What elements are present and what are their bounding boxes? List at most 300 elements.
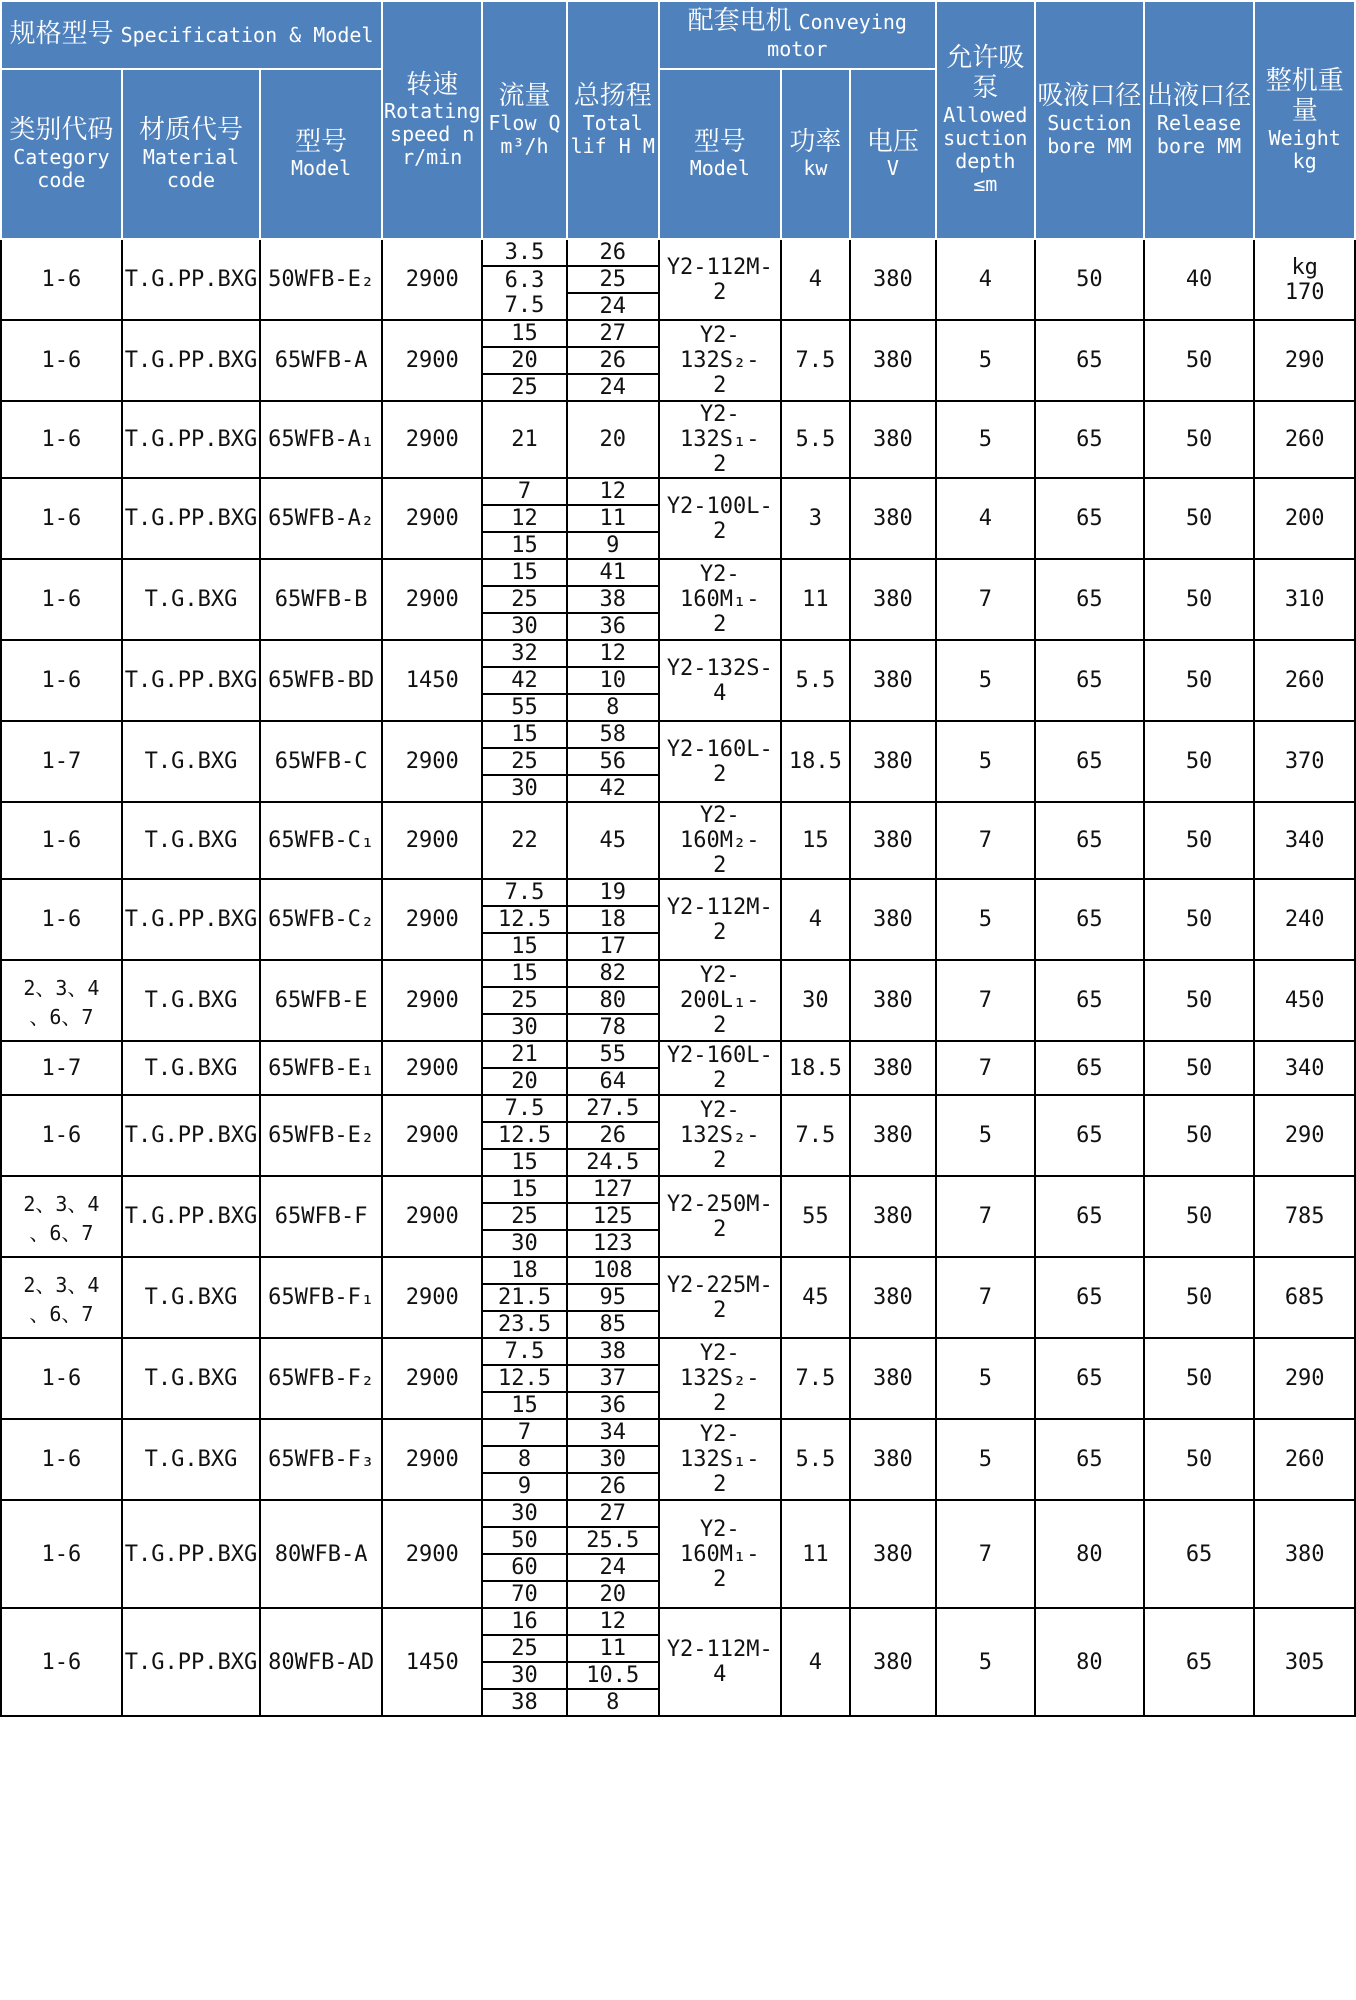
header-motor-model-en: Model (689, 156, 750, 181)
release-bore-cell: 50 (1144, 401, 1255, 478)
speed-cell: 2900 (382, 1041, 482, 1095)
category-cell: 1-6 (1, 640, 122, 721)
flow-cell: 38 (482, 1689, 566, 1716)
flow-cell: 25 (482, 1203, 566, 1230)
header-suction-depth-cn: 允许吸泵 (946, 43, 1025, 103)
power-cell: 4 (781, 879, 850, 960)
voltage-cell: 380 (850, 960, 936, 1041)
speed-cell: 2900 (382, 721, 482, 802)
speed-cell: 2900 (382, 401, 482, 478)
flow-cell: 25 (482, 1635, 566, 1662)
suction-depth-cell: 5 (936, 1419, 1035, 1500)
flow-cell: 42 (482, 667, 566, 694)
header-material-en: Material code (142, 144, 240, 192)
weight-cell: 370 (1254, 721, 1355, 802)
suction-bore-cell: 65 (1035, 1419, 1144, 1500)
release-bore-cell: 50 (1144, 320, 1255, 401)
header-material (122, 69, 260, 239)
header-suction-depth-en: Allowed suction depth ≤m (943, 102, 1028, 196)
release-bore-cell: 65 (1144, 1608, 1255, 1716)
flow-cell: 32 (482, 640, 566, 667)
header-weight-en: Weight kg (1268, 125, 1341, 173)
suction-depth-cell: 5 (936, 1338, 1035, 1419)
voltage-cell: 380 (850, 239, 936, 320)
lift-cell: 20 (567, 1581, 659, 1608)
flow-cell: 15 (482, 933, 566, 960)
header-category-cn: 类别代码 (9, 115, 114, 146)
table-row (1, 802, 1355, 879)
model-cell: 80WFB-A (260, 1500, 382, 1608)
lift-cell: 26 (567, 1122, 659, 1149)
material-cell: T.G.PP.BXG (122, 1608, 260, 1716)
weight-cell: 340 (1254, 1041, 1355, 1095)
flow-cell: 7 (482, 478, 566, 505)
category-cell: 1-6 (1, 478, 122, 559)
header-spec-en: Specification & Model (120, 23, 374, 48)
category-cell: 1-6 (1, 1338, 122, 1419)
lift-cell: 108 (567, 1257, 659, 1284)
lift-cell: 45 (567, 802, 659, 879)
flow-cell: 60 (482, 1554, 566, 1581)
power-cell: 7.5 (781, 320, 850, 401)
header-motor (659, 1, 936, 69)
flow-cell: 15 (482, 1176, 566, 1203)
power-cell: 3 (781, 478, 850, 559)
release-bore-cell: 65 (1144, 1500, 1255, 1608)
header-material-cn: 材质代号 (138, 115, 243, 146)
model-cell: 65WFB-B (260, 559, 382, 640)
lift-cell: 8 (567, 694, 659, 721)
lift-cell: 18 (567, 906, 659, 933)
header-voltage-cn: 电压 (866, 126, 919, 157)
lift-cell: 26 (567, 347, 659, 374)
speed-cell: 2900 (382, 1176, 482, 1257)
motor-model-cell: Y2-100L-2 (659, 478, 781, 559)
model-cell: 65WFB-F₂ (260, 1338, 382, 1419)
lift-cell: 55 (567, 1041, 659, 1068)
header-flow-en: Flow Q m³/h (488, 110, 561, 158)
weight-cell: 260 (1254, 640, 1355, 721)
suction-depth-cell: 7 (936, 802, 1035, 879)
header-power-cn: 功率 (789, 126, 842, 157)
weight-cell: 685 (1254, 1257, 1355, 1338)
flow-cell: 21.5 (482, 1284, 566, 1311)
lift-cell: 11 (567, 1635, 659, 1662)
lift-cell: 95 (567, 1284, 659, 1311)
table-row (1, 320, 1355, 347)
lift-cell: 56 (567, 748, 659, 775)
lift-cell: 25 (567, 266, 659, 293)
table-row (1, 1338, 1355, 1365)
table-row (1, 1041, 1355, 1068)
suction-depth-cell: 5 (936, 721, 1035, 802)
release-bore-cell: 50 (1144, 559, 1255, 640)
model-cell: 65WFB-F₁ (260, 1257, 382, 1338)
lift-cell: 27 (567, 320, 659, 347)
suction-depth-cell: 7 (936, 1500, 1035, 1608)
flow-cell: 8 (482, 1446, 566, 1473)
power-cell: 11 (781, 1500, 850, 1608)
category-cell: 1-6 (1, 1095, 122, 1176)
category-cell: 1-6 (1, 239, 122, 320)
speed-cell: 2900 (382, 879, 482, 960)
weight-cell: 290 (1254, 1095, 1355, 1176)
lift-cell: 12 (567, 640, 659, 667)
motor-model-cell: Y2-225M-2 (659, 1257, 781, 1338)
weight-cell: kg 170 (1254, 239, 1355, 320)
lift-cell: 24 (567, 374, 659, 401)
release-bore-cell: 50 (1144, 879, 1255, 960)
category-cell: 1-6 (1, 1608, 122, 1716)
release-bore-cell: 50 (1144, 721, 1255, 802)
weight-cell: 340 (1254, 802, 1355, 879)
header-model-en: Model (291, 156, 352, 181)
flow-cell: 30 (482, 1014, 566, 1041)
suction-depth-cell: 4 (936, 478, 1035, 559)
lift-cell: 38 (567, 586, 659, 613)
header-suction-bore-en: Suction bore MM (1047, 110, 1132, 158)
lift-cell: 82 (567, 960, 659, 987)
power-cell: 5.5 (781, 1419, 850, 1500)
lift-cell: 19 (567, 879, 659, 906)
flow-cell: 9 (482, 1473, 566, 1500)
header-speed-cn: 转速 (406, 69, 459, 100)
speed-cell: 2900 (382, 478, 482, 559)
category-cell: 1-6 (1, 320, 122, 401)
flow-cell: 12.5 (482, 1365, 566, 1392)
flow-cell: 15 (482, 559, 566, 586)
lift-cell: 8 (567, 1689, 659, 1716)
header-lift-cn: 总扬程 (573, 81, 652, 112)
material-cell: T.G.BXG (122, 559, 260, 640)
power-cell: 18.5 (781, 721, 850, 802)
voltage-cell: 380 (850, 401, 936, 478)
suction-bore-cell: 65 (1035, 1257, 1144, 1338)
model-cell: 80WFB-AD (260, 1608, 382, 1716)
material-cell: T.G.BXG (122, 1338, 260, 1419)
header-lift-en: Total lif H M (570, 110, 655, 158)
header-release-bore-cn: 出液口径 (1147, 81, 1252, 112)
motor-model-cell: Y2-132S₂- 2 (659, 1095, 781, 1176)
flow-cell: 15 (482, 1392, 566, 1419)
table-row (1, 1095, 1355, 1122)
suction-depth-cell: 7 (936, 559, 1035, 640)
flow-cell: 25 (482, 374, 566, 401)
flow-cell: 7 (482, 1419, 566, 1446)
lift-cell: 37 (567, 1365, 659, 1392)
lift-cell: 10.5 (567, 1662, 659, 1689)
release-bore-cell: 50 (1144, 802, 1255, 879)
lift-cell: 24.5 (567, 1149, 659, 1176)
material-cell: T.G.PP.BXG (122, 478, 260, 559)
model-cell: 50WFB-E₂ (260, 239, 382, 320)
header-spec-cn: 规格型号 (9, 19, 114, 50)
header-motor-model (659, 69, 781, 239)
material-cell: T.G.BXG (122, 1257, 260, 1338)
lift-cell: 38 (567, 1338, 659, 1365)
speed-cell: 2900 (382, 1500, 482, 1608)
power-cell: 55 (781, 1176, 850, 1257)
category-cell: 1-7 (1, 1041, 122, 1095)
header-speed (382, 1, 482, 239)
model-cell: 65WFB-C₂ (260, 879, 382, 960)
flow-cell: 7.5 (482, 1095, 566, 1122)
voltage-cell: 380 (850, 1338, 936, 1419)
suction-bore-cell: 65 (1035, 1095, 1144, 1176)
suction-bore-cell: 65 (1035, 802, 1144, 879)
material-cell: T.G.BXG (122, 960, 260, 1041)
suction-depth-cell: 5 (936, 1095, 1035, 1176)
motor-model-cell: Y2-160L-2 (659, 721, 781, 802)
category-cell: 1-6 (1, 559, 122, 640)
model-cell: 65WFB-E₁ (260, 1041, 382, 1095)
table-row (1, 239, 1355, 266)
power-cell: 7.5 (781, 1338, 850, 1419)
table-row (1, 1500, 1355, 1527)
flow-cell: 21 (482, 1041, 566, 1068)
header-model-cn: 型号 (295, 126, 348, 157)
header-category-en: Category code (13, 144, 110, 192)
flow-cell: 30 (482, 1230, 566, 1257)
lift-cell: 20 (567, 401, 659, 478)
lift-cell: 26 (567, 239, 659, 266)
material-cell: T.G.PP.BXG (122, 1500, 260, 1608)
material-cell: T.G.PP.BXG (122, 879, 260, 960)
flow-cell: 6.3 7.5 (482, 266, 566, 320)
voltage-cell: 380 (850, 721, 936, 802)
material-cell: T.G.BXG (122, 1419, 260, 1500)
category-cell: 2、3、4 、6、7 (1, 1257, 122, 1338)
header-motor-model-cn: 型号 (693, 126, 746, 157)
flow-cell: 55 (482, 694, 566, 721)
model-cell: 65WFB-C (260, 721, 382, 802)
model-cell: 65WFB-F (260, 1176, 382, 1257)
flow-cell: 12 (482, 505, 566, 532)
speed-cell: 2900 (382, 960, 482, 1041)
header-speed-en: Rotating speed n r/min (384, 99, 481, 170)
table-row (1, 1608, 1355, 1635)
table-header (1, 1, 1355, 239)
speed-cell: 2900 (382, 802, 482, 879)
flow-cell: 15 (482, 1149, 566, 1176)
lift-cell: 58 (567, 721, 659, 748)
release-bore-cell: 50 (1144, 960, 1255, 1041)
voltage-cell: 380 (850, 1095, 936, 1176)
suction-depth-cell: 7 (936, 960, 1035, 1041)
flow-cell: 50 (482, 1527, 566, 1554)
voltage-cell: 380 (850, 879, 936, 960)
voltage-cell: 380 (850, 559, 936, 640)
category-cell: 1-6 (1, 879, 122, 960)
motor-model-cell: Y2-132S-4 (659, 640, 781, 721)
lift-cell: 10 (567, 667, 659, 694)
material-cell: T.G.BXG (122, 721, 260, 802)
motor-model-cell: Y2-160M₁- 2 (659, 1500, 781, 1608)
suction-bore-cell: 65 (1035, 559, 1144, 640)
header-model (260, 69, 382, 239)
header-suction-depth (936, 1, 1035, 239)
header-flow-cn: 流量 (498, 81, 551, 112)
speed-cell: 2900 (382, 1257, 482, 1338)
header-voltage-en: V (886, 156, 899, 181)
table-row (1, 559, 1355, 586)
weight-cell: 240 (1254, 879, 1355, 960)
header-weight (1254, 1, 1355, 239)
weight-cell: 290 (1254, 1338, 1355, 1419)
suction-depth-cell: 5 (936, 640, 1035, 721)
suction-depth-cell: 5 (936, 1608, 1035, 1716)
header-power (781, 69, 850, 239)
category-cell: 1-7 (1, 721, 122, 802)
voltage-cell: 380 (850, 1257, 936, 1338)
model-cell: 65WFB-F₃ (260, 1419, 382, 1500)
motor-model-cell: Y2-200L₁- 2 (659, 960, 781, 1041)
suction-bore-cell: 50 (1035, 239, 1144, 320)
power-cell: 11 (781, 559, 850, 640)
motor-model-cell: Y2-112M-2 (659, 239, 781, 320)
voltage-cell: 380 (850, 1500, 936, 1608)
speed-cell: 1450 (382, 640, 482, 721)
power-cell: 7.5 (781, 1095, 850, 1176)
speed-cell: 2900 (382, 1338, 482, 1419)
header-release-bore-en: Release bore MM (1156, 110, 1242, 158)
table-row (1, 1176, 1355, 1203)
model-cell: 65WFB-A₁ (260, 401, 382, 478)
lift-cell: 26 (567, 1473, 659, 1500)
flow-cell: 18 (482, 1257, 566, 1284)
voltage-cell: 380 (850, 802, 936, 879)
weight-cell: 260 (1254, 1419, 1355, 1500)
header-motor-cn: 配套电机 (687, 6, 792, 37)
lift-cell: 80 (567, 987, 659, 1014)
weight-cell: 200 (1254, 478, 1355, 559)
lift-cell: 27 (567, 1500, 659, 1527)
model-cell: 65WFB-A₂ (260, 478, 382, 559)
lift-cell: 12 (567, 1608, 659, 1635)
motor-model-cell: Y2-132S₂- 2 (659, 320, 781, 401)
power-cell: 5.5 (781, 401, 850, 478)
voltage-cell: 380 (850, 1041, 936, 1095)
category-cell: 2、3、4 、6、7 (1, 1176, 122, 1257)
suction-depth-cell: 5 (936, 320, 1035, 401)
flow-cell: 30 (482, 1662, 566, 1689)
lift-cell: 127 (567, 1176, 659, 1203)
lift-cell: 42 (567, 775, 659, 802)
flow-cell: 25 (482, 748, 566, 775)
motor-model-cell: Y2-160M₂- 2 (659, 802, 781, 879)
release-bore-cell: 40 (1144, 239, 1255, 320)
lift-cell: 125 (567, 1203, 659, 1230)
suction-bore-cell: 65 (1035, 879, 1144, 960)
suction-bore-cell: 65 (1035, 1041, 1144, 1095)
table-row (1, 401, 1355, 478)
material-cell: T.G.PP.BXG (122, 640, 260, 721)
table-row (1, 960, 1355, 987)
table-row (1, 640, 1355, 667)
power-cell: 18.5 (781, 1041, 850, 1095)
material-cell: T.G.PP.BXG (122, 401, 260, 478)
suction-depth-cell: 7 (936, 1257, 1035, 1338)
weight-cell: 450 (1254, 960, 1355, 1041)
category-cell: 1-6 (1, 1419, 122, 1500)
model-cell: 65WFB-E₂ (260, 1095, 382, 1176)
release-bore-cell: 50 (1144, 640, 1255, 721)
header-release-bore (1144, 1, 1255, 239)
category-cell: 1-6 (1, 1500, 122, 1608)
lift-cell: 30 (567, 1446, 659, 1473)
voltage-cell: 380 (850, 1419, 936, 1500)
flow-cell: 16 (482, 1608, 566, 1635)
release-bore-cell: 50 (1144, 1095, 1255, 1176)
weight-cell: 290 (1254, 320, 1355, 401)
lift-cell: 34 (567, 1419, 659, 1446)
category-cell: 1-6 (1, 802, 122, 879)
lift-cell: 11 (567, 505, 659, 532)
motor-model-cell: Y2-132S₁- 2 (659, 401, 781, 478)
category-cell: 1-6 (1, 401, 122, 478)
flow-cell: 15 (482, 960, 566, 987)
suction-bore-cell: 65 (1035, 478, 1144, 559)
suction-depth-cell: 7 (936, 1176, 1035, 1257)
lift-cell: 36 (567, 613, 659, 640)
suction-bore-cell: 65 (1035, 1338, 1144, 1419)
flow-cell: 15 (482, 721, 566, 748)
motor-model-cell: Y2-112M-4 (659, 1608, 781, 1716)
header-flow (482, 1, 566, 239)
header-lift (567, 1, 659, 239)
speed-cell: 2900 (382, 559, 482, 640)
lift-cell: 24 (567, 293, 659, 320)
weight-cell: 260 (1254, 401, 1355, 478)
motor-model-cell: Y2-250M-2 (659, 1176, 781, 1257)
lift-cell: 24 (567, 1554, 659, 1581)
weight-cell: 380 (1254, 1500, 1355, 1608)
speed-cell: 2900 (382, 239, 482, 320)
flow-cell: 7.5 (482, 879, 566, 906)
lift-cell: 123 (567, 1230, 659, 1257)
weight-cell: 310 (1254, 559, 1355, 640)
flow-cell: 30 (482, 1500, 566, 1527)
suction-bore-cell: 65 (1035, 960, 1144, 1041)
weight-cell: 785 (1254, 1176, 1355, 1257)
release-bore-cell: 50 (1144, 478, 1255, 559)
table-row (1, 721, 1355, 748)
table-row (1, 879, 1355, 906)
weight-cell: 305 (1254, 1608, 1355, 1716)
flow-cell: 12.5 (482, 906, 566, 933)
speed-cell: 2900 (382, 1419, 482, 1500)
lift-cell: 27.5 (567, 1095, 659, 1122)
flow-cell: 7.5 (482, 1338, 566, 1365)
flow-cell: 70 (482, 1581, 566, 1608)
material-cell: T.G.PP.BXG (122, 1176, 260, 1257)
lift-cell: 25.5 (567, 1527, 659, 1554)
suction-depth-cell: 5 (936, 401, 1035, 478)
motor-model-cell: Y2-160M₁- 2 (659, 559, 781, 640)
flow-cell: 25 (482, 987, 566, 1014)
flow-cell: 23.5 (482, 1311, 566, 1338)
header-weight-cn: 整机重量 (1265, 66, 1344, 126)
release-bore-cell: 50 (1144, 1041, 1255, 1095)
power-cell: 30 (781, 960, 850, 1041)
suction-depth-cell: 5 (936, 879, 1035, 960)
flow-cell: 25 (482, 586, 566, 613)
material-cell: T.G.PP.BXG (122, 320, 260, 401)
header-motor-en: Conveying motor (767, 10, 907, 62)
power-cell: 4 (781, 239, 850, 320)
voltage-cell: 380 (850, 1176, 936, 1257)
flow-cell: 3.5 (482, 239, 566, 266)
